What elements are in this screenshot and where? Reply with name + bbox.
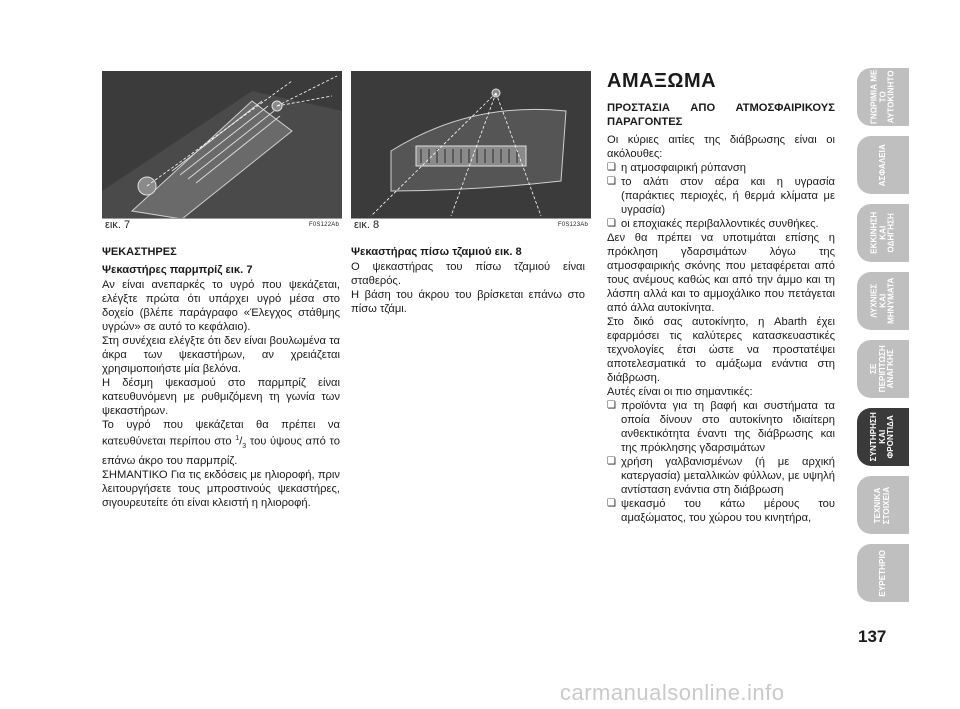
paragraph: Ο ψεκαστήρας του πίσω τζαμιού είναι σταθερός.	[351, 261, 585, 287]
page-title: ΑΜΑΞΩΜΑ	[607, 70, 717, 92]
figure-8-caption	[351, 218, 591, 231]
causes-list	[607, 161, 835, 231]
paragraph: Δεν θα πρέπει να υποτιμάται επίσης η πρόκληση γδαρσιμάτων λόγω της ατμοσφαιρικής σκόνης που μεταφέρεται από τους ανέμους καθώς και από την άμμο και τη λάσπη αλλά και το αμμοχάλικο που πετάγεται από άλλα αυτοκίνητα.	[607, 232, 835, 314]
list-item: ❏ η ατμοσφαιρική ρύπανση	[607, 161, 835, 175]
figure-code: F0S122Ab	[309, 222, 339, 228]
tab-emergency[interactable]: ΣΕ ΠΕΡΙΠΤΩΣΗ ΑΝΑΓΚΗΣ	[857, 340, 909, 398]
tab-getting-to-know[interactable]: ΓΝΩΡΙΜΙΑ ΜΕ ΤΟ ΑΥΤΟΚΙΝΗΤΟ	[857, 68, 909, 126]
tab-maintenance[interactable]: ΣΥΝΤΗΡΗΣΗ ΚΑΙ ΦΡΟΝΤΙΔΑ	[857, 408, 909, 466]
wiper-nozzle-illustration	[102, 71, 342, 219]
column-1	[102, 245, 340, 510]
paragraph: Στη συνέχεια ελέγξτε ότι δεν είναι βουλωμένα τα άκρα των ψεκαστήρων, αν χρειάζεται χρησιμοποιήστε μία βελόνα.	[102, 335, 340, 375]
figure-code: F0S123Ab	[558, 222, 588, 228]
figure-label: εικ. 7	[105, 219, 131, 231]
list-item: ❏ οι εποχιακές περιβαλλοντικές συνθήκες.	[607, 217, 835, 231]
figure-7-caption	[102, 218, 342, 231]
paragraph: Αν είναι ανεπαρκές το υγρό που ψεκάζεται, ελέγξτε πρώτα ότι υπάρχει υγρό μέσα στο δοχείο (βλέπε παράγραφο «Έλεγχος στάθμης υγρών» σε αυτό το κεφάλαιο).	[102, 279, 340, 333]
list-item: ❏ το αλάτι στον αέρα και η υγρασία (παράκτιες περιοχές, ή θερμά κλίματα με υγρασία)	[607, 175, 835, 217]
paragraph-fraction: Το υγρό που ψεκάζεται θα πρέπει να κατευθύνεται περίπου στο $^1/_3$ του ύψους από το επάνω άκρο του παρμπρίζ.	[102, 419, 340, 467]
tab-starting-driving[interactable]: ΕΚΚΙΝΗΣΗ ΚΑΙ ΟΔΗΓΗΣΗ	[857, 204, 909, 262]
watermark: carmanualsonline.info	[560, 680, 785, 705]
tab-technical-data[interactable]: ΤΕΧΝΙΚΑ ΣΤΟΙΧΕΙΑ	[857, 476, 909, 534]
paragraph: Στο δικό σας αυτοκίνητο, η Abarth έχει εφαρμόσει τις καλύτερες κατασκευαστικές τεχνολογίες έτσι ώστε να προστατέψει αποτελεσματικά το αμάξωμα ενάντια στη διάβρωση.	[607, 316, 835, 384]
paragraph: Η βάση του άκρου του βρίσκεται επάνω στο πίσω τζάμι.	[351, 289, 585, 315]
figure-7	[102, 71, 342, 231]
subsection-heading: Ψεκαστήρες παρμπρίζ εικ. 7	[102, 264, 253, 276]
column-3	[607, 101, 835, 525]
tab-safety[interactable]: ΑΣΦΑΛΕΙΑ	[857, 136, 909, 194]
paragraph: ΣΗΜΑΝΤΙΚΟ Για τις εκδόσεις με ηλιοροφή, πριν λειτουργήσετε τους μπροστινούς ψεκαστήρες, σιγουρευτείτε ότι είναι κλειστή η ηλιοροφή.	[102, 468, 340, 509]
figure-label: εικ. 8	[354, 219, 380, 231]
section-heading: ΨΕΚΑΣΤΗΡΕΣ	[102, 246, 177, 258]
column-2	[351, 245, 585, 316]
paragraph: Η δέσμη ψεκασμού στο παρμπρίζ είναι κατευθυνόμενη με ρυθμιζόμενη τη γωνία των ψεκαστήρων.	[102, 377, 340, 417]
subsection-heading: ΠΡΟΣΤΑΣΙΑ ΑΠΟ ΑΤΜΟΣΦΑΙΡΙΚΟΥΣ ΠΑΡΑΓΟΝΤΕΣ	[607, 102, 835, 128]
tab-warning-lights[interactable]: ΛΥΧΝΙΕΣ ΚΑΙ ΜΗΝΥΜΑΤΑ	[857, 272, 909, 330]
rear-washer-illustration	[351, 71, 591, 219]
paragraph: Αυτές είναι οι πιο σημαντικές:	[607, 386, 753, 398]
measures-list	[607, 399, 835, 525]
list-item: ❏ ψεκασμό του κάτω μέρους του αμαξώματος, του χώρου του κινητήρα,	[607, 497, 835, 525]
page-number: 137	[858, 627, 887, 646]
list-item: ❏ προϊόντα για τη βαφή και συστήματα τα οποία δίνουν στο αυτοκίνητο ιδιαίτερη ανθεκτικότητα έναντι της διάβρωσης και της πρόκλησης γδαρσιμάτων	[607, 399, 835, 455]
list-item: ❏ χρήση γαλβανισμένων (ή με αρχική κατεργασία) μεταλλικών φύλλων, με υψηλή αντίσταση ενάντια στη διάβρωση	[607, 455, 835, 497]
subsection-heading: Ψεκαστήρας πίσω τζαμιού εικ. 8	[351, 246, 522, 258]
figure-8	[351, 71, 591, 231]
tab-index[interactable]: ΕΥΡΕΤΗΡΙΟ	[857, 544, 909, 602]
paragraph: Οι κύριες αιτίες της διάβρωσης είναι οι ακόλουθες:	[607, 134, 835, 160]
